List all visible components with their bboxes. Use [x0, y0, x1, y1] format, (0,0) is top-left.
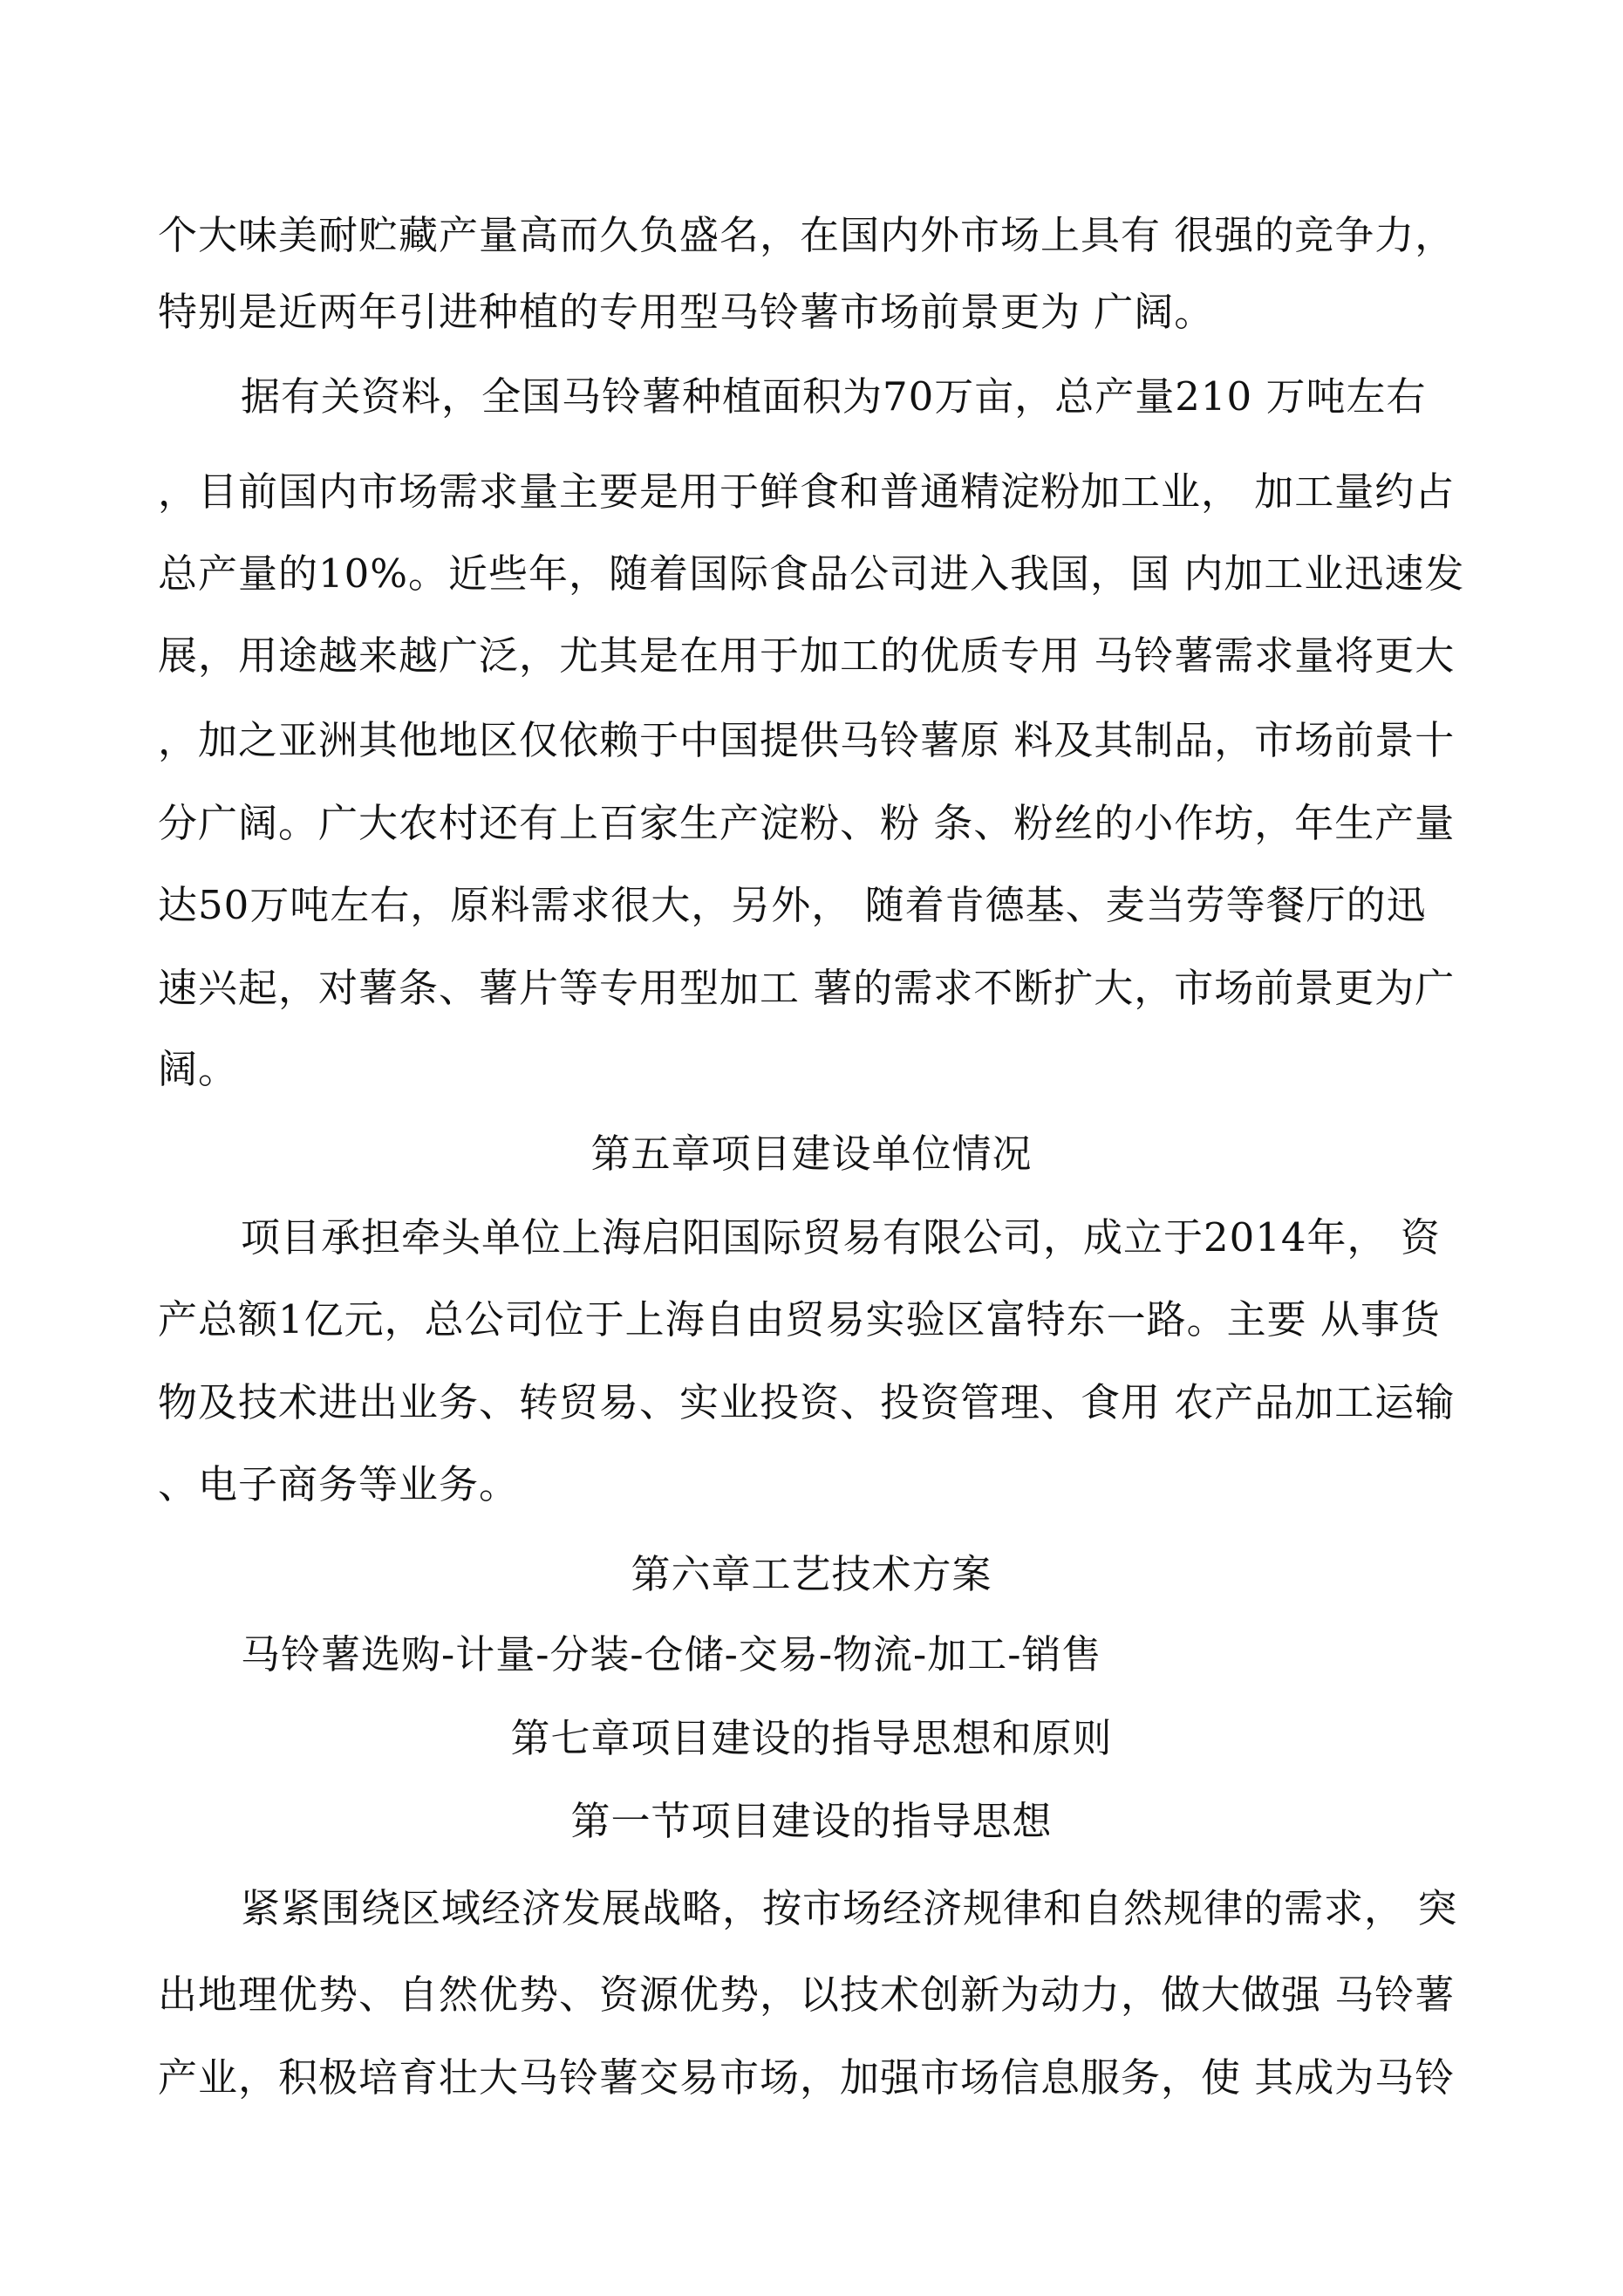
section-heading: 第一节项目建设的指导思想 — [570, 1798, 1053, 1844]
paragraph-line: ，目前国内市场需求量主要是用于鲜食和普通精淀粉加工业， 加工量约占 — [158, 468, 1456, 515]
chapter-heading: 第五章项目建设单位情况 — [590, 1131, 1033, 1177]
chapter-heading: 第七章项目建设的指导思想和原则 — [510, 1715, 1113, 1761]
paragraph-line: 特别是近两年引进种植的专用型马铃薯市场前景更为 广阔。 — [158, 289, 1215, 335]
process-flow-line: 马铃薯选购-计量-分装-仓储-交易-物流-加工-销售 — [241, 1631, 1102, 1678]
paragraph-line: 达50万吨左右，原料需求很大，另外， 随着肯德基、麦当劳等餐厅的迅 — [158, 882, 1427, 928]
paragraph-line: 出地理优势、自然优势、资源优势，以技术创新为动力，做大做强 马铃薯 — [158, 1971, 1456, 2018]
paragraph-line: 速兴起，对薯条、薯片等专用型加工 薯的需求不断扩大，市场前景更为广 — [158, 965, 1456, 1011]
paragraph-line: 产总额1亿元，总公司位于上海自由贸易实验区富特东一路。主要 从事货 — [158, 1296, 1441, 1343]
paragraph-line: 物及技术进出业务、转贸易、实业投资、投资管理、食用 农产品加工运输 — [158, 1379, 1456, 1425]
paragraph-line: 产业，积极培育壮大马铃薯交易市场，加强市场信息服务，使 其成为马铃 — [158, 2054, 1456, 2101]
paragraph-line: 项目承担牵头单位上海启阳国际贸易有限公司，成立于2014年， 资 — [241, 1214, 1441, 1261]
paragraph-line: 分广阔。广大农村还有上百家生产淀粉、粉 条、粉丝的小作坊，年生产量 — [158, 800, 1456, 846]
chapter-heading: 第六章工艺技术方案 — [631, 1551, 992, 1597]
paragraph-line: 紧紧围绕区域经济发展战略，按市场经济规律和自然规律的需求， 突 — [241, 1885, 1458, 1931]
paragraph-line: 总产量的10%。近些年，随着国际食品公司进入我国，国 内加工业迅速发 — [158, 550, 1465, 597]
paragraph-line: 、电子商务等业务。 — [158, 1461, 520, 1507]
paragraph-line: ，加之亚洲其他地区仅依赖于中国提供马铃薯原 料及其制品，市场前景十 — [158, 717, 1456, 763]
paragraph-line: 据有关资料，全国马铃薯种植面积为70万亩，总产量210 万吨左右 — [241, 373, 1427, 420]
paragraph-line: 展，用途越来越广泛，尤其是在用于加工的优质专用 马铃薯需求量将更大 — [158, 632, 1456, 679]
paragraph-line: 个大味美耐贮藏产量高而久负盛名，在国内外市场上具有 很强的竞争力， — [158, 212, 1456, 258]
paragraph-line: 阔。 — [158, 1046, 239, 1092]
